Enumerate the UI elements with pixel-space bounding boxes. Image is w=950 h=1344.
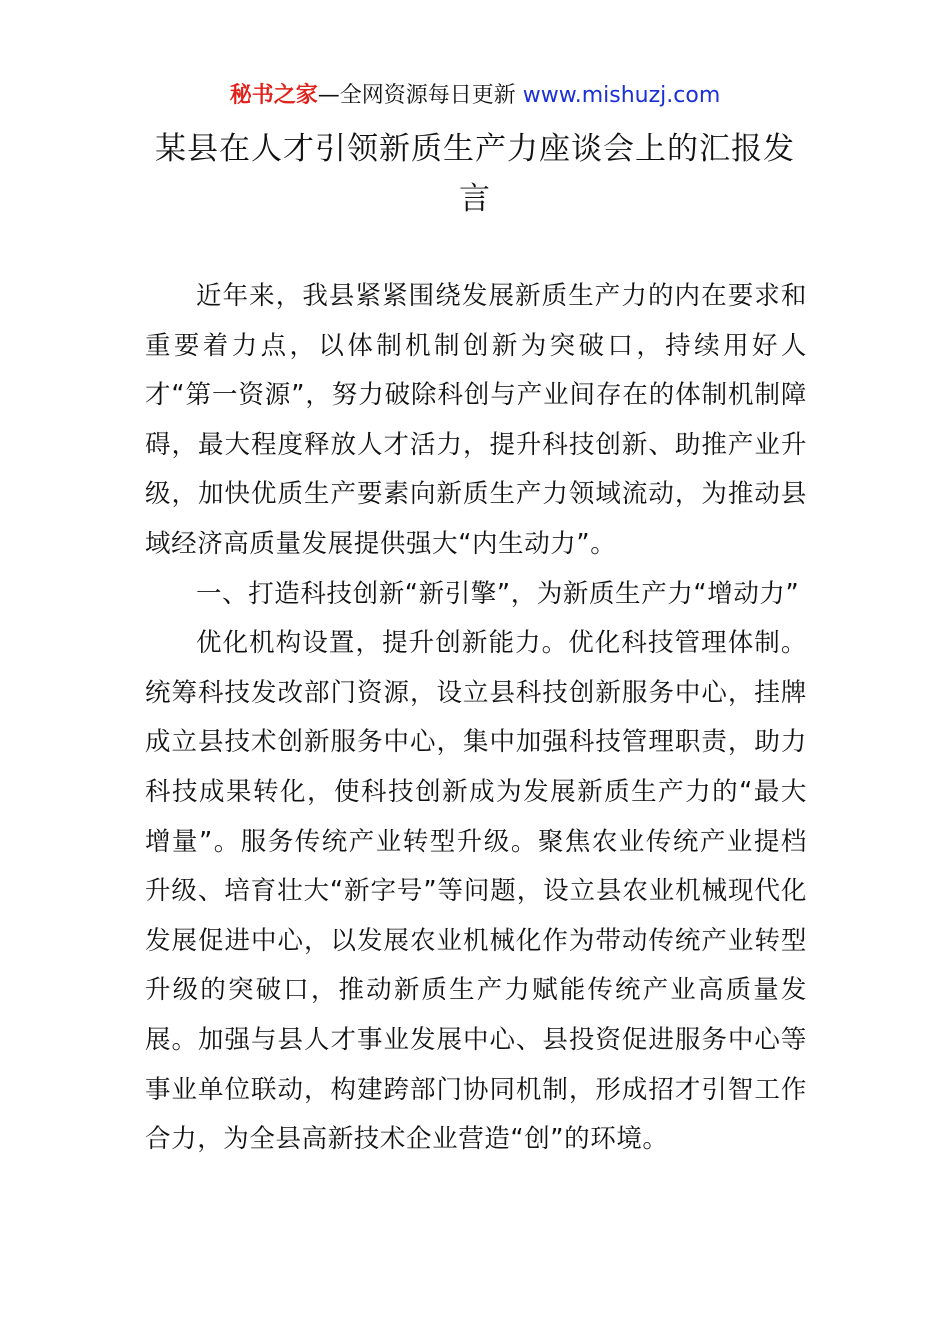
document-body <box>145 272 807 1165</box>
site-url-link[interactable]: www.mishuzj.com <box>522 83 721 108</box>
brand-name: 秘书之家 <box>229 83 318 108</box>
section-heading-1: 一、打造科技创新“新引擎”，为新质生产力“增动力” <box>196 578 800 609</box>
paragraph-intro: 近年来，我县紧紧围绕发展新质生产力的内在要求和重要着力点，以体制机制创新为突破口，持续用好人才“第一资源”，努力破除科创与产业间存在的体制机制障碍，最大程度释放人才活力，提升科技创新、助推产业升级，加快优质生产要素向新质生产力领域流动，为推动县域经济高质量发展提供强大“内生动力”。 <box>145 281 807 559</box>
paragraph-section-1: 优化机构设置，提升创新能力。优化科技管理体制。统筹科技发改部门资源，设立县科技创新服务中心，挂牌成立县技术创新服务中心，集中加强科技管理职责，助力科技成果转化，使科技创新成为发展新质生产力的“最大增量”。服务传统产业转型升级。聚焦农业传统产业提档升级、培育壮大“新字号”等问题，设立县农业机械现代化发展促进中心，以发展农业机械化作为带动传统产业转型升级的突破口，推动新质生产力赋能传统产业高质量发展。加强与县人才事业发展中心、县投资促进服务中心等事业单位联动，构建跨部门协同机制，形成招才引智工作合力，为全县高新技术企业营造“创”的环境。 <box>145 628 807 1155</box>
site-header <box>0 80 950 112</box>
header-tagline: —全网资源每日更新 <box>317 83 523 108</box>
document-title: 某县在人才引领新质生产力座谈会上的汇报发言 <box>155 131 795 217</box>
